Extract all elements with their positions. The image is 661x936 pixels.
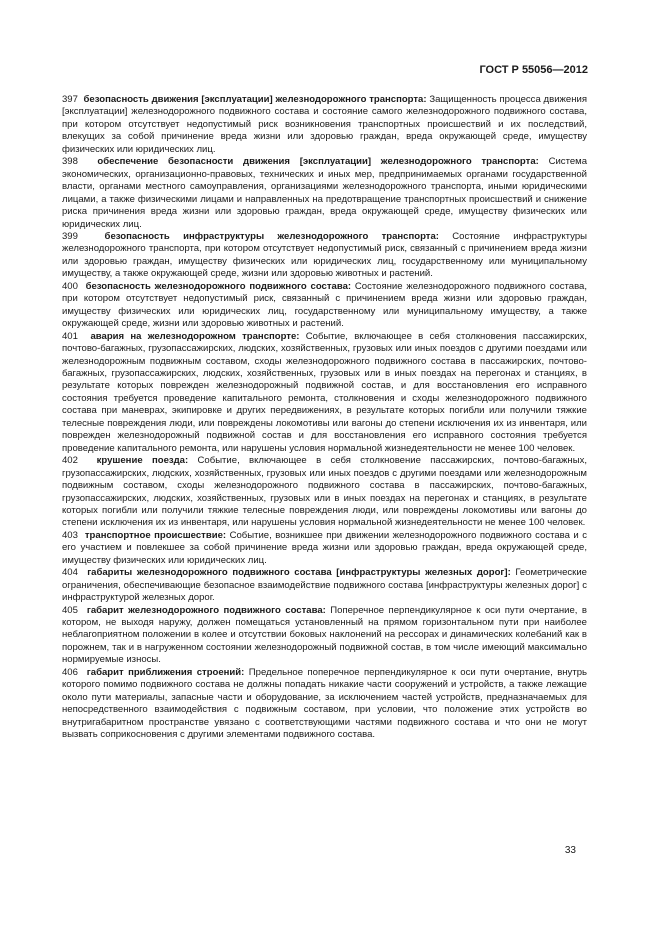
term-definition: Событие, возникшее при движении железнодорожного подвижного состава и с его участием и повлекшее за собой причинение вреда жизни или здоровью граждан, вреда окружающей среде, имуществу физических или юридических лиц.	[62, 529, 587, 566]
term-definition: Состояние железнодорожного подвижного состава, при котором отсутствует недопустимый риск, связанный с причинением вреда жизни или здоровью граждан, имуществу физических или юридических лиц, государственному или муниципальному имуществу, а также окружающей среде, жизни или здоровью животных и растений.	[62, 280, 588, 330]
standard-header: ГОСТ Р 55056—2012	[479, 64, 588, 76]
term-entry-403	[62, 530, 587, 567]
term-definition: Событие, включающее в себя столкновения пассажирских, почтово-багажных, грузопассажирских, людских, хозяйственных, грузовых или иных поездов с другими поездами или железнодорожным подвижным составом, сходы железнодорожного подвижного состава в пассажирских, почтово-багажных, грузопассажирских, людских, хозяйственных, грузовых или в иных поездах на перегонах и станциях, в результате которых поврежден железнодорожный подвижной состав, и для восстановления его исправного состояния требуется проведение капитального ремонта, столкновения и сходы железнодорожного подвижного состава при маневрах, экипировке и других передвижениях, в результате которых погибли или получили тяжкие телесные повреждения люди, или повреждены локомотивы или вагоны до степени исключения их из инвентаря, или поврежден железнодорожный подвижной состав и для восстановления его исправного состояния требуется проведение капитального ремонта, или нарушены условия нормальной жизнедеятельности не менее 100 человек.	[62, 330, 588, 454]
term-title: транспортное происшествие:	[84, 529, 227, 541]
page-number: 33	[564, 845, 576, 856]
term-number: 398	[62, 156, 78, 168]
terms-list	[62, 94, 587, 742]
term-entry-402	[62, 455, 587, 530]
term-definition: Предельное поперечное перпендикулярное к оси пути очертание, внутрь которого помимо подвижного состава не должны попадать никакие части сооружений и устройств, а также лежащие около пути материалы, запасные части и оборудование, за исключением частей устройств, предназначаемых для непосредственного взаимодействия с подвижным составом, при условии, что положение этих устройств во внутригабаритном пространстве увязано с соответствующими частями подвижного состава и что они не могут вызвать соприкосновения с другими элементами подвижного состава.	[62, 666, 587, 741]
term-number: 404	[62, 567, 78, 579]
term-entry-398	[62, 156, 587, 231]
term-definition: Геометрические ограничения, обеспечивающие безопасное взаимодействие подвижного состава [инфраструктуры железных дорог] с инфраструктурой железных дорог.	[62, 567, 587, 604]
term-number: 400	[62, 280, 78, 292]
term-title: безопасность движения [эксплуатации] железнодорожного транспорта:	[83, 94, 427, 105]
term-number: 399	[62, 230, 78, 242]
term-number: 406	[62, 666, 78, 678]
term-definition: Поперечное перпендикулярное к оси пути очертание, в котором, не выходя наружу, должен помещаться установленный на прямом горизонтальном пути при наиболее неблагоприятном положении в колее и отсутствии боковых наклонений на рессорах и динамических колебаний как в порожнем, так и в нагруженном состоянии железнодорожный подвижной состав, в том числе имеющий максимально нормируемые износы.	[62, 604, 587, 666]
term-entry-400	[62, 281, 587, 331]
term-entry-401	[62, 331, 587, 456]
term-entry-397	[62, 94, 587, 156]
term-title: габарит железнодорожного подвижного состава:	[86, 604, 326, 616]
term-title: безопасность инфраструктуры железнодорожного транспорта:	[104, 230, 439, 242]
term-number: 405	[62, 604, 78, 616]
term-entry-405	[62, 605, 587, 667]
term-number: 397	[62, 94, 78, 105]
term-entry-404	[62, 567, 587, 604]
term-definition: Защищенность процесса движения [эксплуатации] железнодорожного подвижного состава и состояние самого железнодорожного подвижного состава, при котором отсутствует недопустимый риск возникновения транспортных происшествий и их последствий, влекущих за собой причинение вреда жизни или здоровью граждан, вреда окружающей среде, имуществу физических или юридических лиц.	[62, 94, 587, 155]
term-definition: Состояние инфраструктуры железнодорожного транспорта, при котором отсутствует недопустимый риск, связанный с причинением вреда жизни или здоровью граждан, имуществу физических или юридических лиц, государственному или муниципальному имуществу, а также окружающей среде, жизни или здоровью животных и растений.	[62, 230, 588, 280]
term-title: авария на железнодорожном транспорте:	[90, 330, 300, 342]
term-number: 401	[62, 330, 78, 342]
term-title: габариты железнодорожного подвижного состава [инфраструктуры железных дорог]:	[87, 567, 511, 579]
term-entry-406	[62, 667, 587, 742]
term-number: 403	[62, 529, 78, 541]
term-entry-399	[62, 231, 587, 281]
term-definition: Событие, включающее в себя столкновение пассажирских, почтово-багажных, грузопассажирских, людских, хозяйственных, грузовых или иных поездов с другими поездами или железнодорожным подвижным составом, сходы железнодорожного подвижного состава в пассажирских, почтово-багажных, грузопассажирских, людских, хозяйственных, грузовых или в иных поездах на перегонах и станциях, в результате которых погибли или получили тяжкие телесные повреждения люди, или повреждены локомотивы или вагоны до степени исключения их из инвентаря, или нарушены условия нормальной жизнедеятельности не менее 100 человек.	[62, 455, 587, 529]
term-definition: Система экономических, организационно-правовых, технических и иных мер, предпринимаемых органами государственной власти, органами местного самоуправления, организациями железнодорожного транспорта, иными юридическими лицами, а также физическими лицами и направленных на предотвращение транспортных происшествий и снижение риска причинения вреда жизни или здоровью граждан, вреда окружающей среде, имуществу физических или юридических лиц.	[62, 156, 588, 230]
term-title: габарит приближения строений:	[86, 666, 245, 678]
term-number: 402	[62, 455, 78, 467]
term-title: крушение поезда:	[96, 455, 189, 467]
term-title: безопасность железнодорожного подвижного состава:	[85, 280, 352, 292]
term-title: обеспечение безопасности движения [эксплуатации] железнодорожного транспорта:	[97, 156, 539, 168]
